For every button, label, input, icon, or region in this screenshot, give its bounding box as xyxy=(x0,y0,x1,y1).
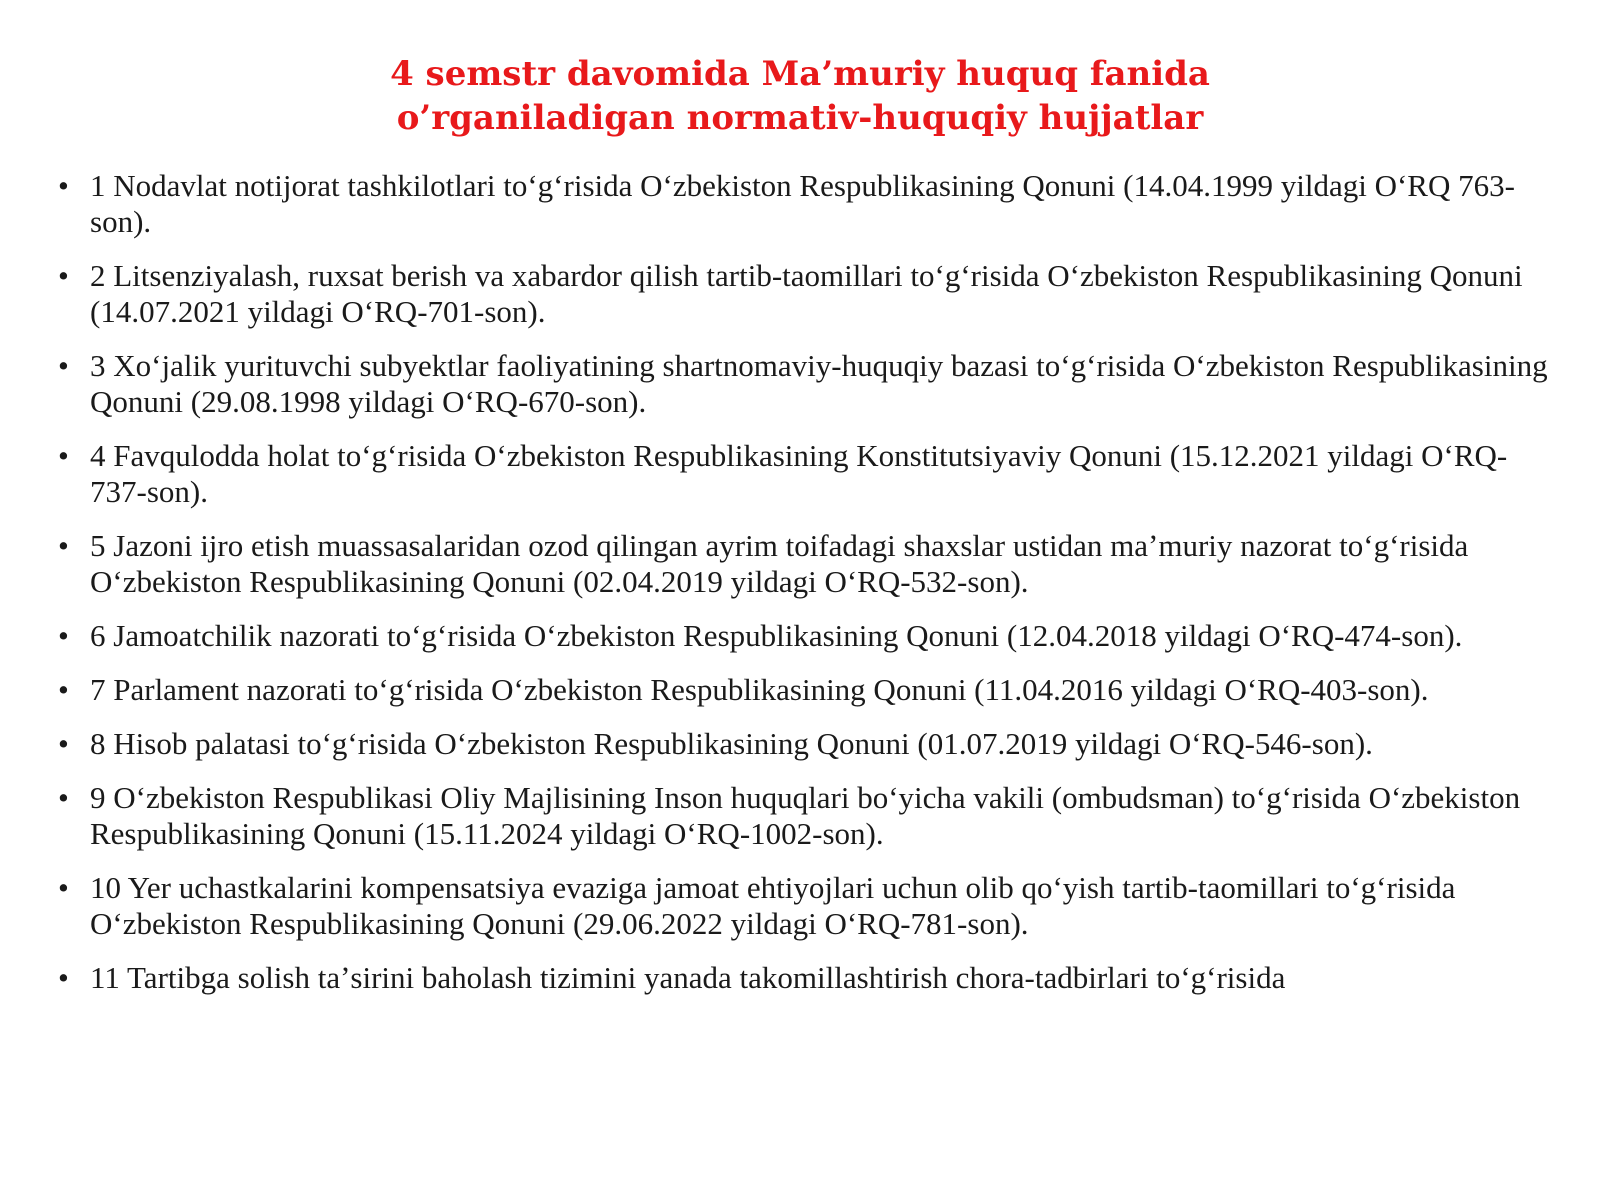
list-item-text: 1 Nodavlat notijorat tashkilotlari toʻgʻrisida Oʻzbekiston Respublikasining Qonuni (14.04.1999 yildagi OʻRQ 763-son). xyxy=(90,168,1515,239)
list-item-text: 10 Yer uchastkalarini kompensatsiya evaziga jamoat ehtiyojlari uchun olib qoʻyish tartib-taomillari toʻgʻrisida Oʻzbekiston Respublikasining Qonuni (29.06.2022 yildagi OʻRQ-781-son). xyxy=(90,870,1456,941)
list-item xyxy=(58,618,1558,654)
list-item-text: 11 Tartibga solish taʼsirini baholash tizimini yanada takomillashtirish chora-tadbirlari toʻgʻrisida xyxy=(90,960,1286,995)
list-item xyxy=(58,438,1558,510)
list-item-text: 8 Hisob palatasi toʻgʻrisida Oʻzbekiston Respublikasining Qonuni (01.07.2019 yildagi OʻRQ-546-son). xyxy=(90,726,1373,761)
list-item xyxy=(58,348,1558,420)
list-item xyxy=(58,258,1558,330)
title-line-1: 4 semstr davomida Ma’muriy huquq fanida xyxy=(390,54,1210,94)
bullet-icon: • xyxy=(58,726,69,761)
list-item-text: 5 Jazoni ijro etish muassasalaridan ozod qilingan ayrim toifadagi shaxslar ustidan maʼmuriy nazorat toʻgʻrisida Oʻzbekiston Respublikasining Qonuni (02.04.2019 yildagi OʻRQ-532-son). xyxy=(90,528,1469,599)
list-item xyxy=(58,870,1558,942)
bullet-icon: • xyxy=(58,528,69,563)
title-line-2: o’rganiladigan normativ-huquqiy hujjatlar xyxy=(396,98,1204,138)
list-item-text: 2 Litsenziyalash, ruxsat berish va xabardor qilish tartib-taomillari toʻgʻrisida Oʻzbekiston Respublikasining Qonuni (14.07.2021 yildagi OʻRQ-701-son). xyxy=(90,258,1523,329)
bullet-icon: • xyxy=(58,618,69,653)
list-item-text: 7 Parlament nazorati toʻgʻrisida Oʻzbekiston Respublikasining Qonuni (11.04.2016 yildagi OʻRQ-403-son). xyxy=(90,672,1429,707)
document-list xyxy=(58,168,1558,1014)
list-item-text: 4 Favqulodda holat toʻgʻrisida Oʻzbekiston Respublikasining Konstitutsiyaviy Qonuni (15.12.2021 yildagi OʻRQ-737-son). xyxy=(90,438,1508,509)
bullet-icon: • xyxy=(58,960,69,995)
list-item xyxy=(58,780,1558,852)
list-item-text: 3 Xoʻjalik yurituvchi subyektlar faoliyatining shartnomaviy-huquqiy bazasi toʻgʻrisida Oʻzbekiston Respublikasining Qonuni (29.08.1998 yildagi OʻRQ-670-son). xyxy=(90,348,1548,419)
bullet-icon: • xyxy=(58,258,69,293)
bullet-icon: • xyxy=(58,870,69,905)
list-item xyxy=(58,960,1558,996)
list-item xyxy=(58,528,1558,600)
slide-title xyxy=(0,52,1600,140)
list-item xyxy=(58,726,1558,762)
list-item-text: 6 Jamoatchilik nazorati toʻgʻrisida Oʻzbekiston Respublikasining Qonuni (12.04.2018 yildagi OʻRQ-474-son). xyxy=(90,618,1463,653)
list-item xyxy=(58,168,1558,240)
bullet-icon: • xyxy=(58,348,69,383)
list-item xyxy=(58,672,1558,708)
bullet-icon: • xyxy=(58,780,69,815)
bullet-icon: • xyxy=(58,672,69,707)
list-item-text: 9 Oʻzbekiston Respublikasi Oliy Majlisining Inson huquqlari boʻyicha vakili (ombudsman) toʻgʻrisida Oʻzbekiston Respublikasining Qonuni (15.11.2024 yildagi OʻRQ-1002-son). xyxy=(90,780,1521,851)
bullet-icon: • xyxy=(58,438,69,473)
bullet-icon: • xyxy=(58,168,69,203)
